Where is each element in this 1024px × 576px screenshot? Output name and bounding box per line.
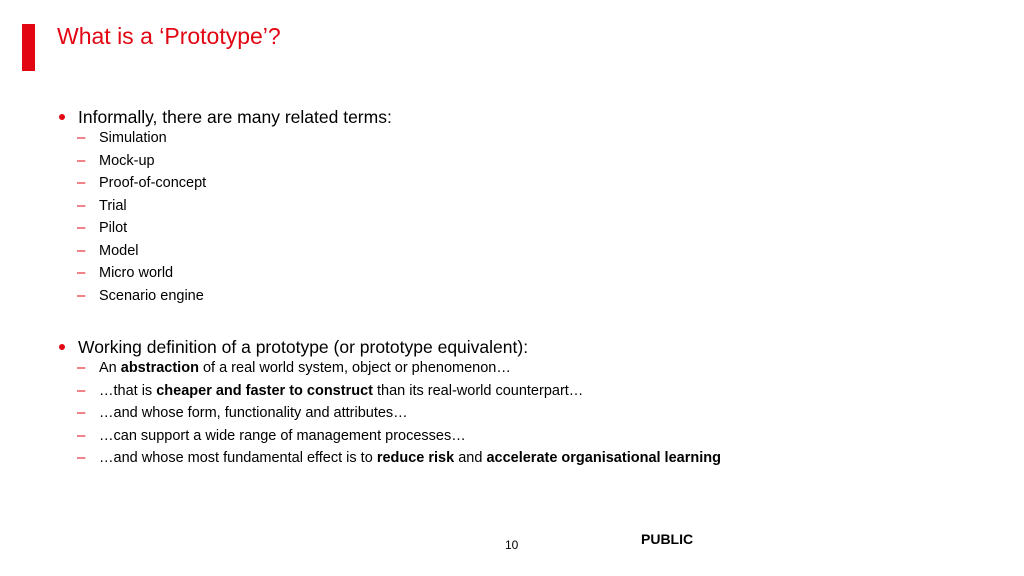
bullet-text: Informally, there are many related terms: bbox=[78, 107, 392, 127]
dash-icon: – bbox=[77, 286, 86, 304]
list-item bbox=[77, 197, 392, 220]
dash-icon: – bbox=[77, 219, 86, 236]
list-item-text: Pilot bbox=[99, 220, 128, 236]
dash-icon: – bbox=[77, 359, 86, 376]
list-item-text: Model bbox=[99, 242, 139, 259]
definition-list bbox=[57, 359, 721, 472]
list-item-text: An abstraction of a real world system, object or phenomenon… bbox=[99, 360, 511, 376]
list-item bbox=[77, 219, 392, 242]
bullet-dot-icon bbox=[59, 344, 65, 350]
list-item bbox=[77, 359, 721, 382]
dash-icon: – bbox=[77, 264, 86, 281]
list-item-text: Micro world bbox=[99, 265, 174, 281]
title-accent-bar bbox=[22, 24, 35, 71]
list-item bbox=[77, 174, 392, 197]
dash-icon: – bbox=[77, 426, 86, 444]
list-item bbox=[77, 404, 721, 427]
working-definition-section bbox=[57, 337, 721, 472]
list-item-text: …and whose form, functionality and attributes… bbox=[99, 405, 408, 421]
dash-icon: – bbox=[77, 241, 86, 259]
dash-icon: – bbox=[77, 129, 86, 146]
list-item-text: Simulation bbox=[99, 130, 167, 146]
list-item-text: …can support a wide range of management processes… bbox=[99, 427, 466, 444]
list-item-text: Mock-up bbox=[99, 152, 155, 169]
bullet-text: Working definition of a prototype (or prototype equivalent): bbox=[78, 337, 529, 357]
list-item bbox=[77, 242, 392, 265]
dash-icon: – bbox=[77, 196, 86, 214]
bullet-item bbox=[57, 107, 392, 129]
list-item-text: Trial bbox=[99, 197, 127, 214]
dash-icon: – bbox=[77, 174, 86, 191]
list-item bbox=[77, 129, 392, 152]
page-number: 10 bbox=[505, 538, 519, 552]
list-item-text: Scenario engine bbox=[99, 287, 204, 304]
related-terms-section bbox=[57, 107, 392, 309]
dash-icon: – bbox=[77, 404, 86, 421]
related-terms-list bbox=[57, 129, 392, 309]
list-item bbox=[77, 264, 392, 287]
list-item bbox=[77, 382, 721, 405]
list-item bbox=[77, 449, 721, 472]
classification-label: PUBLIC bbox=[641, 531, 694, 547]
list-item-text: Proof-of-concept bbox=[99, 175, 207, 191]
dash-icon: – bbox=[77, 381, 86, 399]
bullet-item bbox=[57, 337, 721, 359]
dash-icon: – bbox=[77, 151, 86, 169]
list-item bbox=[77, 287, 392, 310]
list-item bbox=[77, 427, 721, 450]
dash-icon: – bbox=[77, 449, 86, 466]
slide-title: What is a ‘Prototype’? bbox=[57, 23, 281, 49]
list-item-text: …that is cheaper and faster to construct than its real-world counterpart… bbox=[99, 382, 584, 399]
list-item-text: …and whose most fundamental effect is to reduce risk and accelerate organisational learning bbox=[99, 450, 721, 466]
bullet-dot-icon bbox=[59, 114, 65, 120]
list-item bbox=[77, 152, 392, 175]
